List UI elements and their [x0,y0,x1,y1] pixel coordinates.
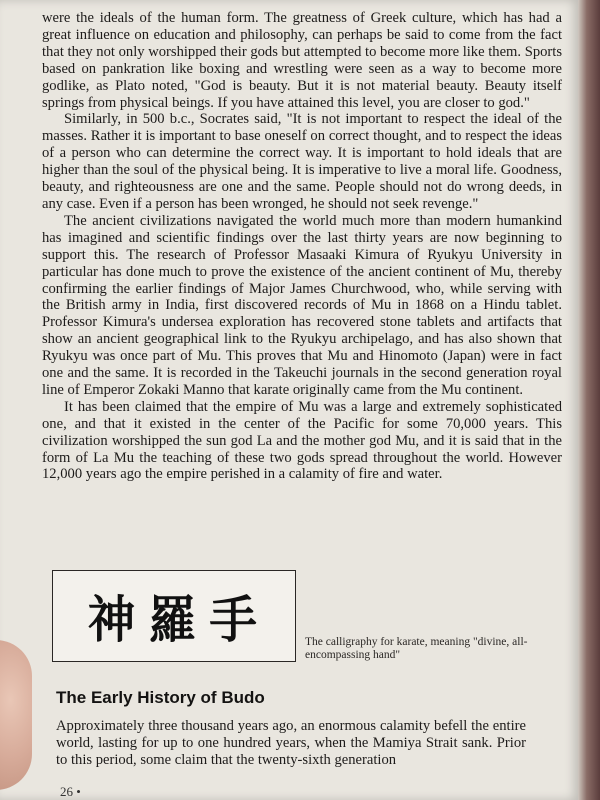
section-heading: The Early History of Budo [56,688,265,707]
karate-calligraphy: 神羅手 [87,590,271,649]
thumb-holding-book [0,640,32,790]
paragraph-4: It has been claimed that the empire of Mu was a large and extremely sophisticated one, and that it existed in the center of the Pacific for some 70,000 years. This civilization worshipped the sun god La and the mother god Mu, and it is said that in the form of La Mu the teaching of these two gods spread throughout the world. However 12,000 years ago the empire perished in a calamity of fire and water. [42,398,562,483]
calligraphy-box [52,570,296,662]
page-footer: 26 • [60,784,81,799]
book-edge [578,0,600,800]
body-text [42,10,562,483]
paragraph-1: were the ideals of the human form. The greatness of Greek culture, which has had a great influence on education and philosophy, can perhaps be said to come from the fact that they not only worshipped their gods but attempted to become more like them. Sports based on pankration like boxing and wrestling were seen as a way to become more godlike, as Plato noted, "God is beauty. But it is not material beauty. Beauty itself springs from physical beings. If you have attained this level, you are closer to god." [42,10,563,111]
paragraph-3: The ancient civilizations navigated the world much more than modern humankind has imagined and scientific findings over the last thirty years are now beginning to support this. The research of Professor Masaaki Kimura of Ryukyu University in particular has done much to prove the existence of the ancient continent of Mu, thereby confirming the earlier findings of Major James Churchwood, who, while serving with the British army in India, first discovered records of Mu in 1868 on a Hindu tablet. Professor Kimura's undersea exploration has recovered stone tablets and artifacts that show an ancient geographical link to the Ryukyu archipelago, and has also shown that Ryukyu was once part of Mu. This proves that Mu and Hinomoto (Japan) were in fact one and the same. It is recorded in the Takeuchi journals in the second generation royal line of Emperor Zokaki Manno that karate originally came from the Mu continent. [42,212,562,398]
paragraph-2: Similarly, in 500 b.c., Socrates said, "It is not important to respect the ideal of the masses. Rather it is important to base oneself on correct thought, and to respect the ideas of a person who can determine the correct way. It is important to hold ideals that are higher than the soul of the physical being. It is imperative to live a moral life. Goodness, beauty, and righteousness are one and the same. People should not do wrong deeds, in any case. Even if a person has been wronged, he should not seek revenge." [42,111,562,212]
calligraphy-caption: The calligraphy for karate, meaning "divine, all-encompassing hand" [305,636,528,661]
section-paragraph: Approximately three thousand years ago, an enormous calamity befell the entire world, lasting for up to one hundred years, when the Mamiya Strait sank. Prior to this period, some claim that the twenty-sixth generation [56,718,526,768]
